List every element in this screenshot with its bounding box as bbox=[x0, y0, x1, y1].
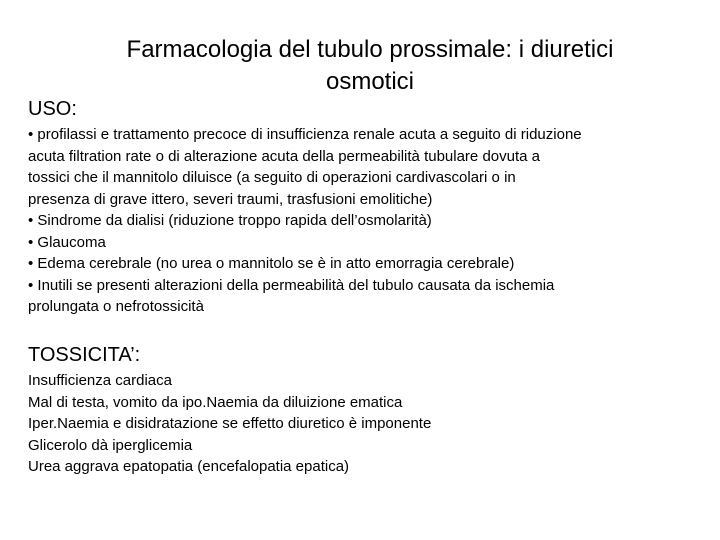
uso-heading: USO: bbox=[28, 98, 77, 120]
uso-line: • Glaucoma bbox=[28, 233, 106, 251]
tossicita-line: Insufficienza cardiaca bbox=[28, 372, 172, 389]
uso-line: • Inutili se presenti alterazioni della permeabilità del tubulo causata da ischemia bbox=[28, 276, 555, 294]
uso-body bbox=[28, 124, 718, 318]
tossicita-heading: TOSSICITA’: bbox=[28, 344, 141, 366]
tossicita-line: Glicerolo dà iperglicemia bbox=[28, 436, 193, 454]
uso-line: • Edema cerebrale (no urea o mannitolo se è in atto emorragia cerebrale) bbox=[28, 255, 515, 272]
uso-line: • Sindrome da dialisi (riduzione troppo rapida dell’osmolarità) bbox=[28, 212, 432, 229]
tossicita-body bbox=[28, 370, 718, 478]
slide-title bbox=[40, 34, 700, 98]
uso-line: tossici che il mannitolo diluisce (a seguito di operazioni cardivascolari o in bbox=[28, 169, 516, 186]
tossicita-line: Iper.Naemia e disidratazione se effetto diuretico è imponente bbox=[28, 415, 432, 432]
tossicita-line: Urea aggrava epatopatia (encefalopatia epatica) bbox=[28, 458, 350, 475]
title-line-2: osmotici bbox=[325, 68, 415, 95]
uso-line: • profilassi e trattamento precoce di insufficienza renale acuta a seguito di riduzione bbox=[28, 126, 582, 143]
uso-line: acuta filtration rate o di alterazione acuta della permeabilità tubulare dovuta a bbox=[28, 147, 540, 165]
uso-line: presenza di grave ittero, severi traumi, trasfusioni emolitiche) bbox=[28, 190, 433, 208]
title-line-1: Farmacologia del tubulo prossimale: i diuretici bbox=[126, 36, 614, 63]
uso-line: prolungata o nefrotossicità bbox=[28, 298, 204, 315]
tossicita-line: Mal di testa, vomito da ipo.Naemia da diluizione ematica bbox=[28, 393, 403, 411]
